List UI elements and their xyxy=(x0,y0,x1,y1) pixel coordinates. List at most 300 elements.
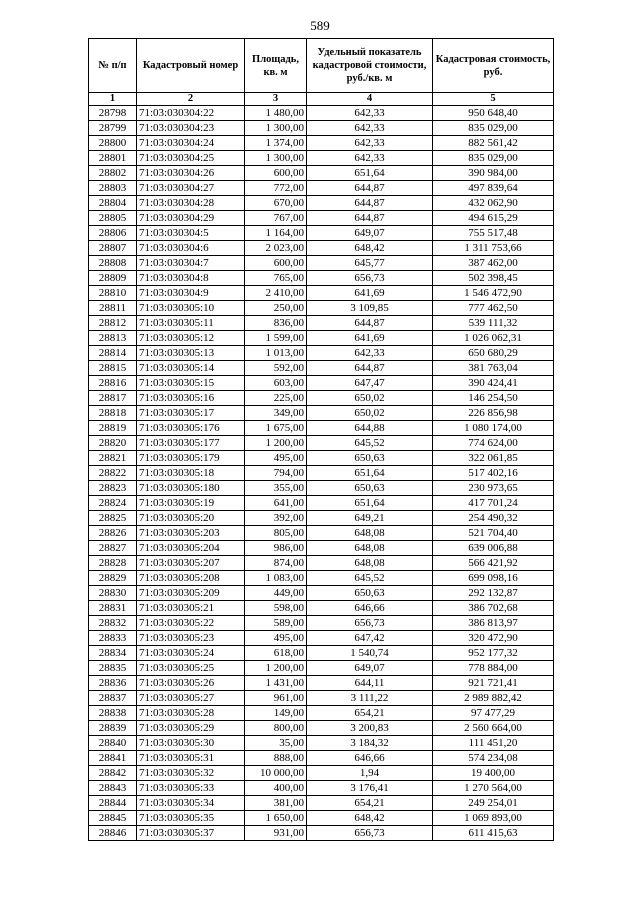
area: 1 480,00 xyxy=(245,106,307,121)
header-area: Площадь, кв. м xyxy=(245,39,307,93)
area: 35,00 xyxy=(245,736,307,751)
table-row xyxy=(89,421,554,436)
cadastral-number: 71:03:030305:16 xyxy=(137,391,245,406)
table-row xyxy=(89,706,554,721)
area: 931,00 xyxy=(245,826,307,841)
cadastral-number: 71:03:030304:28 xyxy=(137,196,245,211)
unit-value: 3 111,22 xyxy=(307,691,433,706)
table-row xyxy=(89,691,554,706)
unit-value: 651,64 xyxy=(307,496,433,511)
cadastral-number: 71:03:030305:14 xyxy=(137,361,245,376)
area: 1 431,00 xyxy=(245,676,307,691)
cadastral-number: 71:03:030305:15 xyxy=(137,376,245,391)
unit-value: 648,08 xyxy=(307,541,433,556)
cadastral-number: 71:03:030305:26 xyxy=(137,676,245,691)
unit-value: 644,88 xyxy=(307,421,433,436)
cadastral-number: 71:03:030305:28 xyxy=(137,706,245,721)
cadastral-number: 71:03:030304:8 xyxy=(137,271,245,286)
cadastral-value: 517 402,16 xyxy=(433,466,554,481)
row-index: 28823 xyxy=(89,481,137,496)
cadastral-value: 1 311 753,66 xyxy=(433,241,554,256)
area: 805,00 xyxy=(245,526,307,541)
cadastral-value: 322 061,85 xyxy=(433,451,554,466)
cadastral-number: 71:03:030305:13 xyxy=(137,346,245,361)
area: 1 300,00 xyxy=(245,151,307,166)
unit-value: 1 540,74 xyxy=(307,646,433,661)
table-row xyxy=(89,586,554,601)
cadastral-number: 71:03:030304:24 xyxy=(137,136,245,151)
table-row xyxy=(89,226,554,241)
cadastral-number: 71:03:030305:35 xyxy=(137,811,245,826)
table-row xyxy=(89,346,554,361)
cadastral-number: 71:03:030305:30 xyxy=(137,736,245,751)
row-index: 28819 xyxy=(89,421,137,436)
cadastral-value: 146 254,50 xyxy=(433,391,554,406)
unit-value: 645,77 xyxy=(307,256,433,271)
cadastral-value: 386 702,68 xyxy=(433,601,554,616)
cadastral-number: 71:03:030304:7 xyxy=(137,256,245,271)
table-row xyxy=(89,736,554,751)
cadastral-value: 111 451,20 xyxy=(433,736,554,751)
area: 641,00 xyxy=(245,496,307,511)
unit-value: 644,87 xyxy=(307,361,433,376)
area: 355,00 xyxy=(245,481,307,496)
cadastral-value: 835 029,00 xyxy=(433,151,554,166)
row-index: 28834 xyxy=(89,646,137,661)
unit-value: 651,64 xyxy=(307,466,433,481)
cadastral-value: 494 615,29 xyxy=(433,211,554,226)
cadastral-number: 71:03:030305:19 xyxy=(137,496,245,511)
column-number: 1 xyxy=(89,93,137,106)
table-row xyxy=(89,826,554,841)
area: 2 023,00 xyxy=(245,241,307,256)
table-header xyxy=(89,39,554,106)
table-row xyxy=(89,406,554,421)
unit-value: 647,47 xyxy=(307,376,433,391)
cadastral-number: 71:03:030305:21 xyxy=(137,601,245,616)
row-index: 28840 xyxy=(89,736,137,751)
cadastral-number: 71:03:030305:176 xyxy=(137,421,245,436)
area: 592,00 xyxy=(245,361,307,376)
cadastral-value: 390 984,00 xyxy=(433,166,554,181)
unit-value: 646,66 xyxy=(307,601,433,616)
area: 392,00 xyxy=(245,511,307,526)
row-index: 28830 xyxy=(89,586,137,601)
cadastral-value: 650 680,29 xyxy=(433,346,554,361)
cadastral-value: 226 856,98 xyxy=(433,406,554,421)
row-index: 28811 xyxy=(89,301,137,316)
table-row xyxy=(89,481,554,496)
row-index: 28798 xyxy=(89,106,137,121)
area: 1 599,00 xyxy=(245,331,307,346)
area: 961,00 xyxy=(245,691,307,706)
row-index: 28812 xyxy=(89,316,137,331)
cadastral-value: 254 490,32 xyxy=(433,511,554,526)
row-index: 28814 xyxy=(89,346,137,361)
table-row xyxy=(89,361,554,376)
table-row xyxy=(89,721,554,736)
cadastral-value: 882 561,42 xyxy=(433,136,554,151)
row-index: 28845 xyxy=(89,811,137,826)
unit-value: 642,33 xyxy=(307,151,433,166)
cadastral-value: 381 763,04 xyxy=(433,361,554,376)
row-index: 28817 xyxy=(89,391,137,406)
row-index: 28806 xyxy=(89,226,137,241)
row-index: 28803 xyxy=(89,181,137,196)
cadastral-number: 71:03:030304:23 xyxy=(137,121,245,136)
area: 1 675,00 xyxy=(245,421,307,436)
row-index: 28836 xyxy=(89,676,137,691)
cadastral-value: 774 624,00 xyxy=(433,436,554,451)
row-index: 28826 xyxy=(89,526,137,541)
row-index: 28824 xyxy=(89,496,137,511)
row-index: 28838 xyxy=(89,706,137,721)
cadastral-value: 835 029,00 xyxy=(433,121,554,136)
cadastral-number: 71:03:030304:9 xyxy=(137,286,245,301)
column-number: 5 xyxy=(433,93,554,106)
cadastral-number: 71:03:030304:6 xyxy=(137,241,245,256)
table-row xyxy=(89,316,554,331)
cadastral-number: 71:03:030304:25 xyxy=(137,151,245,166)
cadastral-value: 566 421,92 xyxy=(433,556,554,571)
area: 495,00 xyxy=(245,451,307,466)
unit-value: 3 200,83 xyxy=(307,721,433,736)
cadastral-number: 71:03:030305:207 xyxy=(137,556,245,571)
row-index: 28800 xyxy=(89,136,137,151)
header-cadastral-value: Кадастровая стоимость, руб. xyxy=(433,39,554,93)
table-row xyxy=(89,556,554,571)
area: 618,00 xyxy=(245,646,307,661)
area: 349,00 xyxy=(245,406,307,421)
row-index: 28818 xyxy=(89,406,137,421)
cadastral-table xyxy=(88,38,554,841)
table-row xyxy=(89,466,554,481)
table-row xyxy=(89,121,554,136)
area: 888,00 xyxy=(245,751,307,766)
area: 598,00 xyxy=(245,601,307,616)
cadastral-number: 71:03:030305:17 xyxy=(137,406,245,421)
cadastral-number: 71:03:030305:32 xyxy=(137,766,245,781)
cadastral-value: 432 062,90 xyxy=(433,196,554,211)
table-row xyxy=(89,646,554,661)
cadastral-number: 71:03:030305:25 xyxy=(137,661,245,676)
cadastral-number: 71:03:030305:29 xyxy=(137,721,245,736)
table-row xyxy=(89,151,554,166)
row-index: 28807 xyxy=(89,241,137,256)
cadastral-value: 292 132,87 xyxy=(433,586,554,601)
cadastral-number: 71:03:030304:29 xyxy=(137,211,245,226)
area: 589,00 xyxy=(245,616,307,631)
cadastral-number: 71:03:030305:208 xyxy=(137,571,245,586)
table-row xyxy=(89,436,554,451)
row-index: 28813 xyxy=(89,331,137,346)
area: 874,00 xyxy=(245,556,307,571)
row-index: 28816 xyxy=(89,376,137,391)
cadastral-value: 19 400,00 xyxy=(433,766,554,781)
area: 1 650,00 xyxy=(245,811,307,826)
cadastral-value: 497 839,64 xyxy=(433,181,554,196)
cadastral-value: 639 006,88 xyxy=(433,541,554,556)
table-row xyxy=(89,781,554,796)
area: 225,00 xyxy=(245,391,307,406)
unit-value: 644,11 xyxy=(307,676,433,691)
unit-value: 642,33 xyxy=(307,121,433,136)
area: 400,00 xyxy=(245,781,307,796)
page-number: 589 xyxy=(310,18,330,33)
cadastral-value: 249 254,01 xyxy=(433,796,554,811)
unit-value: 650,63 xyxy=(307,586,433,601)
table-row xyxy=(89,256,554,271)
cadastral-number: 71:03:030305:177 xyxy=(137,436,245,451)
table-row xyxy=(89,541,554,556)
area: 670,00 xyxy=(245,196,307,211)
cadastral-number: 71:03:030305:18 xyxy=(137,466,245,481)
unit-value: 3 109,85 xyxy=(307,301,433,316)
table-row xyxy=(89,106,554,121)
table-row xyxy=(89,376,554,391)
row-index: 28835 xyxy=(89,661,137,676)
unit-value: 650,02 xyxy=(307,406,433,421)
cadastral-value: 952 177,32 xyxy=(433,646,554,661)
area: 800,00 xyxy=(245,721,307,736)
cadastral-number: 71:03:030305:27 xyxy=(137,691,245,706)
table-row xyxy=(89,751,554,766)
cadastral-value: 539 111,32 xyxy=(433,316,554,331)
area: 986,00 xyxy=(245,541,307,556)
table-row xyxy=(89,301,554,316)
unit-value: 650,63 xyxy=(307,481,433,496)
unit-value: 654,21 xyxy=(307,796,433,811)
unit-value: 649,07 xyxy=(307,661,433,676)
row-index: 28829 xyxy=(89,571,137,586)
area: 603,00 xyxy=(245,376,307,391)
row-index: 28846 xyxy=(89,826,137,841)
row-index: 28833 xyxy=(89,631,137,646)
unit-value: 649,07 xyxy=(307,226,433,241)
area: 765,00 xyxy=(245,271,307,286)
table-row xyxy=(89,136,554,151)
header-cadastral-number: Кадастровый номер xyxy=(137,39,245,93)
row-index: 28837 xyxy=(89,691,137,706)
area: 149,00 xyxy=(245,706,307,721)
unit-value: 641,69 xyxy=(307,286,433,301)
table-row xyxy=(89,766,554,781)
area: 495,00 xyxy=(245,631,307,646)
unit-value: 645,52 xyxy=(307,571,433,586)
row-index: 28831 xyxy=(89,601,137,616)
unit-value: 647,42 xyxy=(307,631,433,646)
unit-value: 656,73 xyxy=(307,826,433,841)
cadastral-number: 71:03:030305:22 xyxy=(137,616,245,631)
area: 772,00 xyxy=(245,181,307,196)
cadastral-number: 71:03:030305:204 xyxy=(137,541,245,556)
row-index: 28810 xyxy=(89,286,137,301)
table-row xyxy=(89,571,554,586)
unit-value: 641,69 xyxy=(307,331,433,346)
cadastral-value: 950 648,40 xyxy=(433,106,554,121)
unit-value: 654,21 xyxy=(307,706,433,721)
table-row xyxy=(89,796,554,811)
cadastral-value: 387 462,00 xyxy=(433,256,554,271)
unit-value: 644,87 xyxy=(307,316,433,331)
cadastral-value: 574 234,08 xyxy=(433,751,554,766)
unit-value: 644,87 xyxy=(307,211,433,226)
cadastral-number: 71:03:030305:24 xyxy=(137,646,245,661)
table-row xyxy=(89,391,554,406)
unit-value: 644,87 xyxy=(307,181,433,196)
unit-value: 642,33 xyxy=(307,136,433,151)
row-index: 28808 xyxy=(89,256,137,271)
row-index: 28809 xyxy=(89,271,137,286)
row-index: 28841 xyxy=(89,751,137,766)
table-row xyxy=(89,451,554,466)
table-body xyxy=(89,106,554,841)
row-index: 28801 xyxy=(89,151,137,166)
area: 10 000,00 xyxy=(245,766,307,781)
area: 600,00 xyxy=(245,166,307,181)
row-index: 28843 xyxy=(89,781,137,796)
area: 1 164,00 xyxy=(245,226,307,241)
area: 2 410,00 xyxy=(245,286,307,301)
row-index: 28799 xyxy=(89,121,137,136)
row-index: 28827 xyxy=(89,541,137,556)
unit-value: 650,63 xyxy=(307,451,433,466)
cadastral-value: 386 813,97 xyxy=(433,616,554,631)
unit-value: 656,73 xyxy=(307,271,433,286)
unit-value: 642,33 xyxy=(307,346,433,361)
unit-value: 3 176,41 xyxy=(307,781,433,796)
cadastral-value: 699 098,16 xyxy=(433,571,554,586)
cadastral-number: 71:03:030304:27 xyxy=(137,181,245,196)
row-index: 28839 xyxy=(89,721,137,736)
cadastral-value: 2 989 882,42 xyxy=(433,691,554,706)
cadastral-number: 71:03:030305:37 xyxy=(137,826,245,841)
cadastral-value: 320 472,90 xyxy=(433,631,554,646)
row-index: 28821 xyxy=(89,451,137,466)
cadastral-number: 71:03:030304:26 xyxy=(137,166,245,181)
table-row xyxy=(89,241,554,256)
row-index: 28815 xyxy=(89,361,137,376)
table-row xyxy=(89,271,554,286)
area: 1 300,00 xyxy=(245,121,307,136)
cadastral-value: 230 973,65 xyxy=(433,481,554,496)
area: 1 013,00 xyxy=(245,346,307,361)
area: 836,00 xyxy=(245,316,307,331)
row-index: 28828 xyxy=(89,556,137,571)
table-row xyxy=(89,811,554,826)
table-row xyxy=(89,286,554,301)
cadastral-value: 1 069 893,00 xyxy=(433,811,554,826)
cadastral-value: 390 424,41 xyxy=(433,376,554,391)
cadastral-number: 71:03:030304:22 xyxy=(137,106,245,121)
unit-value: 648,08 xyxy=(307,526,433,541)
cadastral-value: 417 701,24 xyxy=(433,496,554,511)
table-row xyxy=(89,661,554,676)
area: 1 083,00 xyxy=(245,571,307,586)
header-index: № п/п xyxy=(89,39,137,93)
area: 449,00 xyxy=(245,586,307,601)
unit-value: 645,52 xyxy=(307,436,433,451)
area: 794,00 xyxy=(245,466,307,481)
cadastral-number: 71:03:030304:5 xyxy=(137,226,245,241)
unit-value: 649,21 xyxy=(307,511,433,526)
unit-value: 3 184,32 xyxy=(307,736,433,751)
cadastral-value: 777 462,50 xyxy=(433,301,554,316)
row-index: 28805 xyxy=(89,211,137,226)
table-row xyxy=(89,331,554,346)
cadastral-value: 502 398,45 xyxy=(433,271,554,286)
table-row xyxy=(89,166,554,181)
unit-value: 648,08 xyxy=(307,556,433,571)
cadastral-number: 71:03:030305:12 xyxy=(137,331,245,346)
cadastral-value: 1 026 062,31 xyxy=(433,331,554,346)
area: 381,00 xyxy=(245,796,307,811)
cadastral-number: 71:03:030305:23 xyxy=(137,631,245,646)
row-index: 28820 xyxy=(89,436,137,451)
cadastral-value: 921 721,41 xyxy=(433,676,554,691)
row-index: 28842 xyxy=(89,766,137,781)
table-row xyxy=(89,616,554,631)
unit-value: 656,73 xyxy=(307,616,433,631)
table-row xyxy=(89,526,554,541)
header-unit-value: Удельный показатель кадастровой стоимости, руб./кв. м xyxy=(307,39,433,93)
row-index: 28844 xyxy=(89,796,137,811)
table-row xyxy=(89,181,554,196)
cadastral-number: 71:03:030305:11 xyxy=(137,316,245,331)
unit-value: 651,64 xyxy=(307,166,433,181)
row-index: 28825 xyxy=(89,511,137,526)
cadastral-number: 71:03:030305:34 xyxy=(137,796,245,811)
row-index: 28822 xyxy=(89,466,137,481)
unit-value: 648,42 xyxy=(307,811,433,826)
table-row xyxy=(89,511,554,526)
cadastral-value: 755 517,48 xyxy=(433,226,554,241)
table-row xyxy=(89,601,554,616)
cadastral-number: 71:03:030305:20 xyxy=(137,511,245,526)
row-index: 28804 xyxy=(89,196,137,211)
header-row xyxy=(89,39,554,93)
column-number: 2 xyxy=(137,93,245,106)
unit-value: 644,87 xyxy=(307,196,433,211)
cadastral-number: 71:03:030305:31 xyxy=(137,751,245,766)
unit-value: 646,66 xyxy=(307,751,433,766)
unit-value: 642,33 xyxy=(307,106,433,121)
unit-value: 650,02 xyxy=(307,391,433,406)
cadastral-number: 71:03:030305:179 xyxy=(137,451,245,466)
column-number: 3 xyxy=(245,93,307,106)
table-row xyxy=(89,631,554,646)
area: 1 200,00 xyxy=(245,436,307,451)
cadastral-value: 778 884,00 xyxy=(433,661,554,676)
cadastral-number: 71:03:030305:180 xyxy=(137,481,245,496)
table-row xyxy=(89,496,554,511)
cadastral-value: 1 080 174,00 xyxy=(433,421,554,436)
area: 250,00 xyxy=(245,301,307,316)
cadastral-number: 71:03:030305:33 xyxy=(137,781,245,796)
cadastral-number: 71:03:030305:209 xyxy=(137,586,245,601)
cadastral-value: 521 704,40 xyxy=(433,526,554,541)
area: 1 200,00 xyxy=(245,661,307,676)
row-index: 28802 xyxy=(89,166,137,181)
cadastral-value: 1 270 564,00 xyxy=(433,781,554,796)
table-row xyxy=(89,196,554,211)
table-row xyxy=(89,676,554,691)
cadastral-number: 71:03:030305:10 xyxy=(137,301,245,316)
cadastral-value: 611 415,63 xyxy=(433,826,554,841)
area: 767,00 xyxy=(245,211,307,226)
column-number-row xyxy=(89,93,554,106)
area: 600,00 xyxy=(245,256,307,271)
